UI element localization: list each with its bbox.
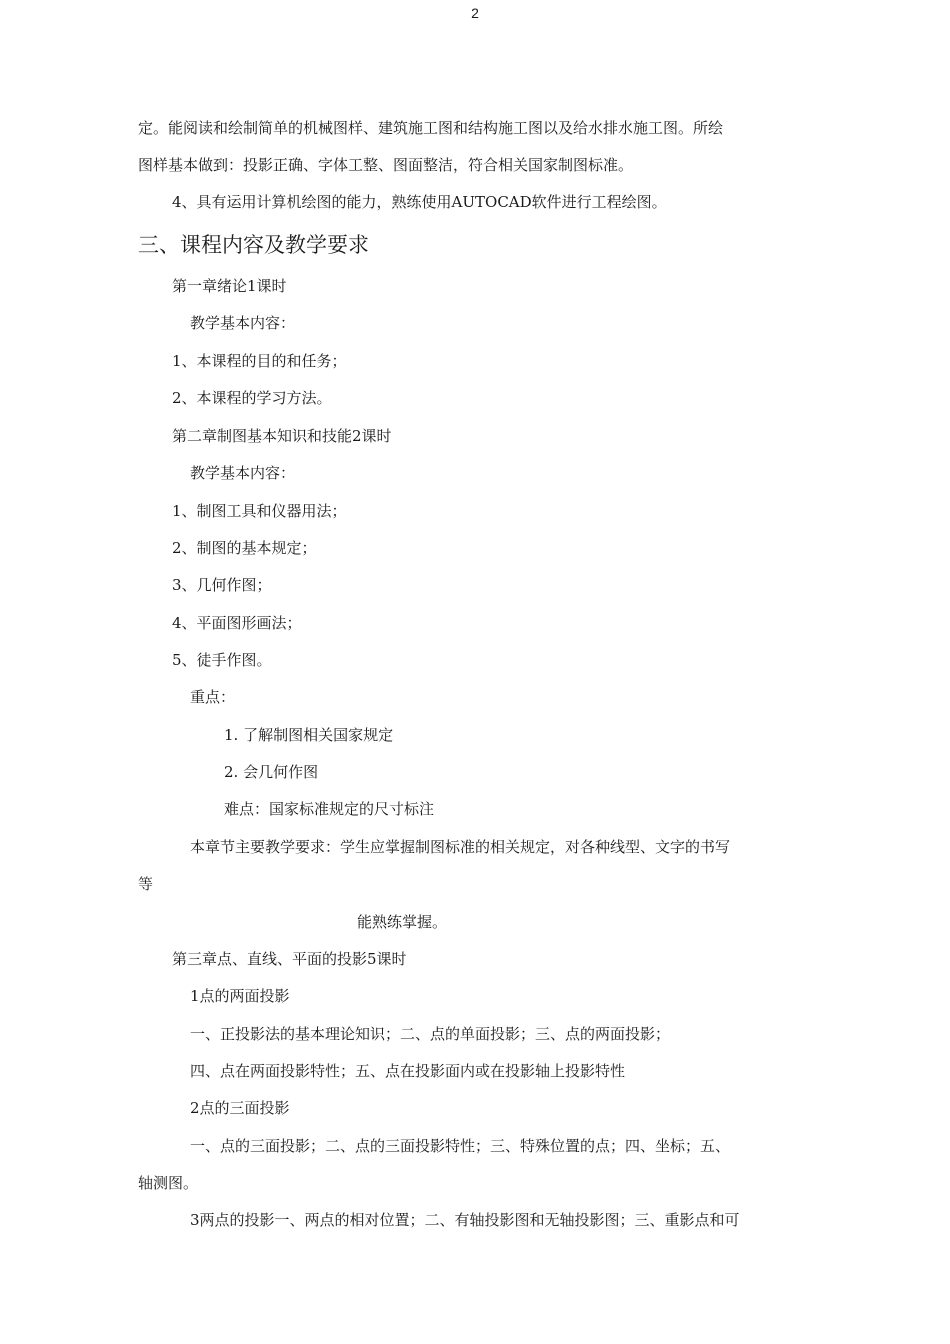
chapter-title: 第三章点、直线、平面的投影5课时: [172, 950, 407, 968]
subsection-line: 轴测图。: [138, 1174, 199, 1192]
page-number: 2: [471, 5, 479, 21]
paragraph-line: 图样基本做到：投影正确、字体工整、图面整洁，符合相关国家制图标准。: [138, 156, 634, 174]
subsection-line: 一、正投影法的基本理论知识；二、点的单面投影；三、点的两面投影；: [190, 1025, 671, 1043]
paragraph-line: 定。能阅读和绘制简单的机械图样、建筑施工图和结构施工图以及给水排水施工图。所绘: [138, 119, 724, 137]
chapter-title: 第二章制图基本知识和技能2课时: [172, 427, 392, 445]
requirement-line: 能熟练掌握。: [357, 913, 448, 931]
list-item: 4、平面图形画法；: [172, 614, 302, 632]
difficulty-line: 难点：国家标准规定的尺寸标注: [224, 800, 435, 818]
list-item: 1、本课程的目的和任务；: [172, 352, 347, 370]
key-point-item: 2. 会几何作图: [224, 763, 319, 781]
list-item: 3、几何作图；: [172, 576, 272, 594]
key-point-item: 1. 了解制图相关国家规定: [224, 726, 394, 744]
requirement-line: 本章节主要教学要求：学生应掌握制图标准的相关规定，对各种线型、文字的书写: [190, 838, 731, 856]
paragraph-line: 4、具有运用计算机绘图的能力，熟练使用AUTOCAD软件进行工程绘图。: [172, 193, 667, 211]
requirement-line: 等: [138, 875, 154, 893]
content-label: 教学基本内容：: [190, 464, 296, 482]
list-item: 1、制图工具和仪器用法；: [172, 502, 347, 520]
content-label: 教学基本内容：: [190, 314, 296, 332]
subsection-line: 3两点的投影一、两点的相对位置；二、有轴投影图和无轴投影图；三、重影点和可: [190, 1211, 740, 1229]
list-item: 5、徒手作图。: [172, 651, 272, 669]
subsection-title: 1点的两面投影: [190, 987, 290, 1005]
subsection-title: 2点的三面投影: [190, 1099, 290, 1117]
subsection-line: 四、点在两面投影特性；五、点在投影面内或在投影轴上投影特性: [190, 1062, 626, 1080]
subsection-line: 一、点的三面投影；二、点的三面投影特性；三、特殊位置的点；四、坐标；五、: [190, 1137, 731, 1155]
chapter-title: 第一章绪论1课时: [172, 277, 287, 295]
list-item: 2、本课程的学习方法。: [172, 389, 332, 407]
list-item: 2、制图的基本规定；: [172, 539, 317, 557]
key-points-label: 重点：: [190, 688, 236, 706]
section-heading: 三、课程内容及教学要求: [138, 233, 369, 257]
